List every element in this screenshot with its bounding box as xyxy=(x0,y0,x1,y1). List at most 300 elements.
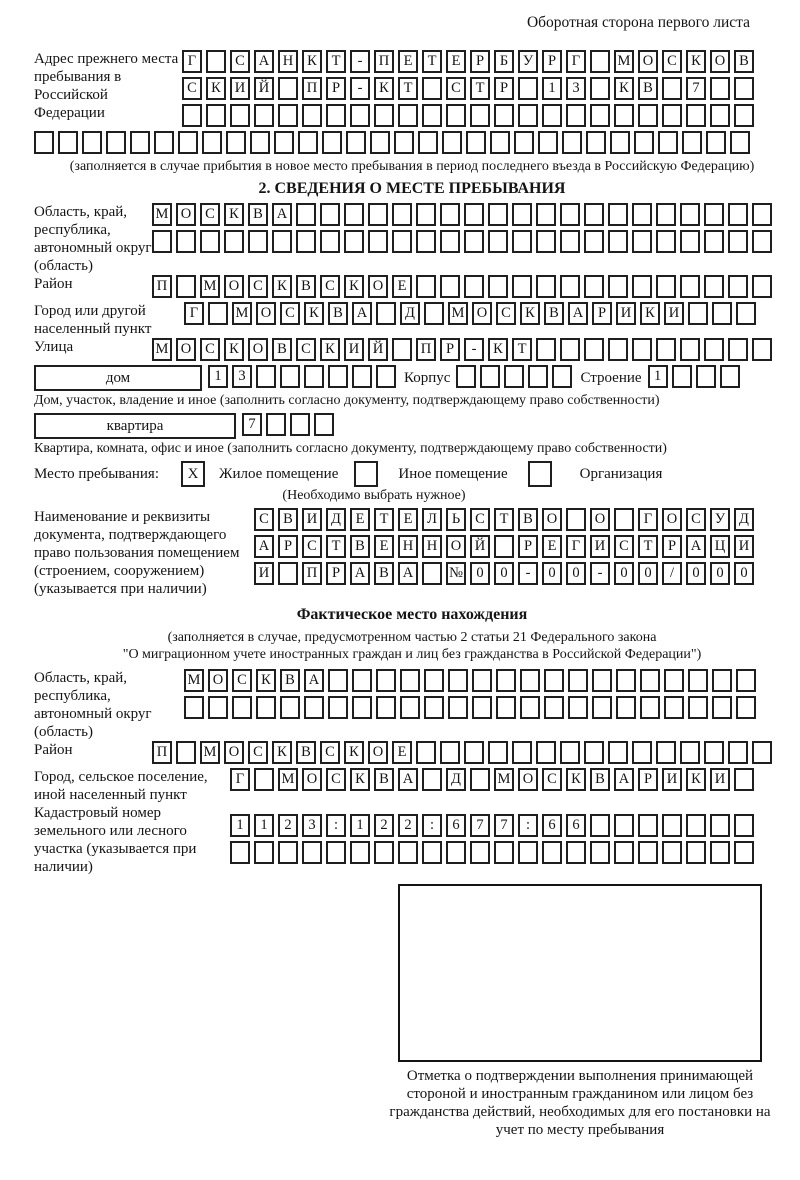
char-cell[interactable]: И xyxy=(590,535,610,558)
char-cell[interactable] xyxy=(752,230,772,253)
char-cell[interactable]: Г xyxy=(182,50,202,73)
char-cell[interactable] xyxy=(664,669,684,692)
char-cell[interactable]: Г xyxy=(638,508,658,531)
org-checkbox[interactable] xyxy=(528,461,552,487)
char-cell[interactable] xyxy=(254,768,274,791)
char-cell[interactable] xyxy=(278,841,298,864)
char-cell[interactable] xyxy=(302,104,322,127)
char-cell[interactable] xyxy=(590,50,610,73)
char-cell[interactable] xyxy=(328,696,348,719)
char-cell[interactable] xyxy=(704,230,724,253)
char-cell[interactable]: 1 xyxy=(542,77,562,100)
char-cell[interactable] xyxy=(712,696,732,719)
char-cell[interactable]: Р xyxy=(542,50,562,73)
char-cell[interactable] xyxy=(278,77,298,100)
char-cell[interactable]: С xyxy=(296,338,316,361)
char-cell[interactable]: Р xyxy=(662,535,682,558)
char-cell[interactable]: В xyxy=(280,669,300,692)
char-cell[interactable] xyxy=(710,104,730,127)
char-cell[interactable]: Р xyxy=(494,77,514,100)
char-cell[interactable] xyxy=(470,768,490,791)
char-cell[interactable]: А xyxy=(350,562,370,585)
char-cell[interactable] xyxy=(616,669,636,692)
char-cell[interactable] xyxy=(248,230,268,253)
char-cell[interactable] xyxy=(370,131,390,154)
char-cell[interactable] xyxy=(290,413,310,436)
char-cell[interactable]: 2 xyxy=(398,814,418,837)
char-cell[interactable] xyxy=(512,275,532,298)
char-cell[interactable]: К xyxy=(566,768,586,791)
char-cell[interactable] xyxy=(374,841,394,864)
char-cell[interactable]: М xyxy=(614,50,634,73)
char-cell[interactable] xyxy=(614,841,634,864)
char-cell[interactable] xyxy=(346,131,366,154)
char-cell[interactable]: 6 xyxy=(542,814,562,837)
char-cell[interactable] xyxy=(608,203,628,226)
char-cell[interactable]: Т xyxy=(326,535,346,558)
char-cell[interactable] xyxy=(734,814,754,837)
char-cell[interactable] xyxy=(720,365,740,388)
char-cell[interactable] xyxy=(536,230,556,253)
char-cell[interactable]: Н xyxy=(422,535,442,558)
char-cell[interactable] xyxy=(584,230,604,253)
char-cell[interactable] xyxy=(704,741,724,764)
char-cell[interactable] xyxy=(442,131,462,154)
char-cell[interactable] xyxy=(584,203,604,226)
char-cell[interactable]: Г xyxy=(566,50,586,73)
char-cell[interactable]: - xyxy=(464,338,484,361)
char-cell[interactable]: 0 xyxy=(710,562,730,585)
char-cell[interactable] xyxy=(632,741,652,764)
char-cell[interactable] xyxy=(376,365,396,388)
char-cell[interactable] xyxy=(488,230,508,253)
char-cell[interactable]: В xyxy=(638,77,658,100)
char-cell[interactable]: 1 xyxy=(350,814,370,837)
char-cell[interactable]: 3 xyxy=(302,814,322,837)
char-cell[interactable] xyxy=(728,230,748,253)
char-cell[interactable]: 7 xyxy=(470,814,490,837)
char-cell[interactable] xyxy=(712,669,732,692)
char-cell[interactable] xyxy=(416,203,436,226)
char-cell[interactable] xyxy=(440,741,460,764)
char-cell[interactable] xyxy=(376,302,396,325)
char-cell[interactable] xyxy=(494,535,514,558)
char-cell[interactable] xyxy=(176,230,196,253)
char-cell[interactable] xyxy=(752,203,772,226)
char-cell[interactable] xyxy=(734,104,754,127)
char-cell[interactable] xyxy=(400,669,420,692)
char-cell[interactable] xyxy=(202,131,222,154)
char-cell[interactable]: К xyxy=(206,77,226,100)
char-cell[interactable] xyxy=(584,338,604,361)
char-cell[interactable]: В xyxy=(272,338,292,361)
char-cell[interactable] xyxy=(536,275,556,298)
char-cell[interactable]: 0 xyxy=(494,562,514,585)
char-cell[interactable]: - xyxy=(350,50,370,73)
char-cell[interactable]: Е xyxy=(542,535,562,558)
char-cell[interactable] xyxy=(494,841,514,864)
char-cell[interactable]: В xyxy=(296,741,316,764)
char-cell[interactable]: С xyxy=(248,741,268,764)
char-cell[interactable]: У xyxy=(710,508,730,531)
char-cell[interactable]: К xyxy=(224,203,244,226)
char-cell[interactable]: Т xyxy=(470,77,490,100)
char-cell[interactable] xyxy=(662,77,682,100)
char-cell[interactable] xyxy=(328,365,348,388)
char-cell[interactable] xyxy=(710,77,730,100)
char-cell[interactable] xyxy=(344,203,364,226)
char-cell[interactable]: И xyxy=(662,768,682,791)
char-cell[interactable] xyxy=(224,230,244,253)
char-cell[interactable]: Й xyxy=(254,77,274,100)
char-cell[interactable] xyxy=(470,841,490,864)
char-cell[interactable] xyxy=(688,302,708,325)
char-cell[interactable]: Е xyxy=(374,535,394,558)
char-cell[interactable] xyxy=(514,131,534,154)
char-cell[interactable] xyxy=(392,203,412,226)
char-cell[interactable]: Л xyxy=(422,508,442,531)
char-cell[interactable]: 6 xyxy=(566,814,586,837)
char-cell[interactable] xyxy=(254,104,274,127)
char-cell[interactable]: К xyxy=(256,669,276,692)
char-cell[interactable]: О xyxy=(302,768,322,791)
char-cell[interactable]: 1 xyxy=(648,365,668,388)
char-cell[interactable]: Д xyxy=(326,508,346,531)
char-cell[interactable] xyxy=(176,741,196,764)
char-cell[interactable]: 7 xyxy=(242,413,262,436)
char-cell[interactable] xyxy=(416,741,436,764)
char-cell[interactable] xyxy=(536,741,556,764)
char-cell[interactable]: У xyxy=(518,50,538,73)
char-cell[interactable]: И xyxy=(344,338,364,361)
char-cell[interactable] xyxy=(728,203,748,226)
char-cell[interactable] xyxy=(206,104,226,127)
char-cell[interactable] xyxy=(256,696,276,719)
char-cell[interactable] xyxy=(512,230,532,253)
char-cell[interactable] xyxy=(422,768,442,791)
char-cell[interactable] xyxy=(424,696,444,719)
char-cell[interactable]: М xyxy=(448,302,468,325)
char-cell[interactable] xyxy=(686,841,706,864)
char-cell[interactable]: М xyxy=(200,275,220,298)
inoe-checkbox[interactable] xyxy=(354,461,378,487)
char-cell[interactable] xyxy=(470,104,490,127)
char-cell[interactable] xyxy=(538,131,558,154)
char-cell[interactable] xyxy=(256,365,276,388)
char-cell[interactable] xyxy=(730,131,750,154)
char-cell[interactable] xyxy=(416,230,436,253)
char-cell[interactable]: Д xyxy=(446,768,466,791)
char-cell[interactable] xyxy=(400,696,420,719)
char-cell[interactable]: 0 xyxy=(566,562,586,585)
char-cell[interactable]: К xyxy=(320,338,340,361)
char-cell[interactable]: С xyxy=(230,50,250,73)
char-cell[interactable]: К xyxy=(302,50,322,73)
char-cell[interactable] xyxy=(208,302,228,325)
char-cell[interactable] xyxy=(226,131,246,154)
char-cell[interactable]: С xyxy=(320,741,340,764)
char-cell[interactable] xyxy=(672,365,692,388)
char-cell[interactable]: Е xyxy=(398,50,418,73)
char-cell[interactable]: Н xyxy=(278,50,298,73)
char-cell[interactable]: С xyxy=(470,508,490,531)
char-cell[interactable]: Й xyxy=(368,338,388,361)
char-cell[interactable] xyxy=(200,230,220,253)
char-cell[interactable] xyxy=(566,508,586,531)
char-cell[interactable] xyxy=(374,104,394,127)
char-cell[interactable] xyxy=(544,696,564,719)
char-cell[interactable] xyxy=(446,104,466,127)
char-cell[interactable] xyxy=(560,338,580,361)
char-cell[interactable] xyxy=(278,562,298,585)
char-cell[interactable] xyxy=(350,104,370,127)
char-cell[interactable] xyxy=(520,696,540,719)
char-cell[interactable] xyxy=(566,841,586,864)
char-cell[interactable] xyxy=(326,104,346,127)
char-cell[interactable] xyxy=(656,338,676,361)
char-cell[interactable] xyxy=(712,302,732,325)
char-cell[interactable]: Т xyxy=(638,535,658,558)
char-cell[interactable] xyxy=(424,669,444,692)
char-cell[interactable] xyxy=(544,669,564,692)
char-cell[interactable] xyxy=(688,669,708,692)
char-cell[interactable] xyxy=(656,275,676,298)
char-cell[interactable] xyxy=(422,77,442,100)
char-cell[interactable]: Р xyxy=(470,50,490,73)
char-cell[interactable]: С xyxy=(248,275,268,298)
char-cell[interactable] xyxy=(314,413,334,436)
char-cell[interactable] xyxy=(322,131,342,154)
char-cell[interactable]: 2 xyxy=(278,814,298,837)
char-cell[interactable] xyxy=(254,841,274,864)
char-cell[interactable]: А xyxy=(254,50,274,73)
char-cell[interactable]: С xyxy=(200,338,220,361)
char-cell[interactable]: Г xyxy=(230,768,250,791)
char-cell[interactable] xyxy=(394,131,414,154)
char-cell[interactable] xyxy=(608,275,628,298)
char-cell[interactable]: В xyxy=(590,768,610,791)
char-cell[interactable] xyxy=(638,841,658,864)
char-cell[interactable]: Е xyxy=(446,50,466,73)
char-cell[interactable]: Т xyxy=(422,50,442,73)
char-cell[interactable] xyxy=(736,302,756,325)
char-cell[interactable] xyxy=(422,841,442,864)
char-cell[interactable]: Й xyxy=(470,535,490,558)
char-cell[interactable]: В xyxy=(328,302,348,325)
char-cell[interactable] xyxy=(528,365,548,388)
char-cell[interactable] xyxy=(656,230,676,253)
char-cell[interactable] xyxy=(58,131,78,154)
char-cell[interactable] xyxy=(488,275,508,298)
char-cell[interactable]: О xyxy=(224,741,244,764)
char-cell[interactable]: С xyxy=(232,669,252,692)
char-cell[interactable]: К xyxy=(686,50,706,73)
char-cell[interactable] xyxy=(584,275,604,298)
char-cell[interactable]: Е xyxy=(398,508,418,531)
char-cell[interactable] xyxy=(328,669,348,692)
char-cell[interactable] xyxy=(710,814,730,837)
char-cell[interactable]: А xyxy=(568,302,588,325)
zhiloe-checkbox[interactable]: X xyxy=(181,461,205,487)
char-cell[interactable] xyxy=(696,365,716,388)
char-cell[interactable] xyxy=(376,669,396,692)
char-cell[interactable] xyxy=(520,669,540,692)
char-cell[interactable] xyxy=(734,768,754,791)
char-cell[interactable] xyxy=(466,131,486,154)
char-cell[interactable]: В xyxy=(296,275,316,298)
char-cell[interactable]: Т xyxy=(494,508,514,531)
char-cell[interactable] xyxy=(422,562,442,585)
char-cell[interactable] xyxy=(512,203,532,226)
char-cell[interactable] xyxy=(662,841,682,864)
char-cell[interactable] xyxy=(640,696,660,719)
char-cell[interactable] xyxy=(568,696,588,719)
char-cell[interactable] xyxy=(614,814,634,837)
char-cell[interactable]: О xyxy=(472,302,492,325)
char-cell[interactable] xyxy=(352,669,372,692)
char-cell[interactable]: К xyxy=(614,77,634,100)
char-cell[interactable]: О xyxy=(542,508,562,531)
char-cell[interactable]: К xyxy=(520,302,540,325)
char-cell[interactable]: К xyxy=(686,768,706,791)
char-cell[interactable] xyxy=(592,669,612,692)
char-cell[interactable] xyxy=(422,104,442,127)
char-cell[interactable]: Т xyxy=(398,77,418,100)
char-cell[interactable] xyxy=(560,230,580,253)
char-cell[interactable]: О xyxy=(662,508,682,531)
char-cell[interactable]: С xyxy=(326,768,346,791)
char-cell[interactable] xyxy=(182,104,202,127)
char-cell[interactable] xyxy=(752,275,772,298)
char-cell[interactable]: М xyxy=(184,669,204,692)
char-cell[interactable]: Д xyxy=(734,508,754,531)
char-cell[interactable]: В xyxy=(248,203,268,226)
char-cell[interactable] xyxy=(448,669,468,692)
char-cell[interactable] xyxy=(344,230,364,253)
char-cell[interactable] xyxy=(176,275,196,298)
char-cell[interactable] xyxy=(632,338,652,361)
char-cell[interactable] xyxy=(614,104,634,127)
char-cell[interactable] xyxy=(178,131,198,154)
char-cell[interactable]: К xyxy=(350,768,370,791)
char-cell[interactable]: 0 xyxy=(686,562,706,585)
char-cell[interactable] xyxy=(392,230,412,253)
char-cell[interactable]: : xyxy=(518,814,538,837)
char-cell[interactable]: И xyxy=(254,562,274,585)
char-cell[interactable] xyxy=(398,841,418,864)
char-cell[interactable] xyxy=(230,104,250,127)
char-cell[interactable]: О xyxy=(518,768,538,791)
char-cell[interactable]: М xyxy=(200,741,220,764)
char-cell[interactable]: 6 xyxy=(446,814,466,837)
char-cell[interactable] xyxy=(704,275,724,298)
char-cell[interactable] xyxy=(448,696,468,719)
char-cell[interactable] xyxy=(586,131,606,154)
char-cell[interactable] xyxy=(440,230,460,253)
char-cell[interactable]: 3 xyxy=(232,365,252,388)
char-cell[interactable] xyxy=(496,696,516,719)
char-cell[interactable] xyxy=(368,230,388,253)
char-cell[interactable] xyxy=(518,841,538,864)
char-cell[interactable]: - xyxy=(350,77,370,100)
char-cell[interactable] xyxy=(610,131,630,154)
char-cell[interactable]: В xyxy=(278,508,298,531)
char-cell[interactable] xyxy=(352,696,372,719)
char-cell[interactable] xyxy=(488,203,508,226)
char-cell[interactable]: И xyxy=(664,302,684,325)
char-cell[interactable] xyxy=(728,338,748,361)
char-cell[interactable] xyxy=(472,696,492,719)
char-cell[interactable]: П xyxy=(302,77,322,100)
char-cell[interactable]: 1 xyxy=(208,365,228,388)
char-cell[interactable]: И xyxy=(616,302,636,325)
char-cell[interactable]: Ь xyxy=(446,508,466,531)
char-cell[interactable]: С xyxy=(446,77,466,100)
char-cell[interactable]: А xyxy=(398,562,418,585)
char-cell[interactable] xyxy=(536,203,556,226)
char-cell[interactable] xyxy=(232,696,252,719)
char-cell[interactable]: С xyxy=(254,508,274,531)
char-cell[interactable]: 0 xyxy=(614,562,634,585)
char-cell[interactable]: Н xyxy=(398,535,418,558)
char-cell[interactable]: С xyxy=(320,275,340,298)
char-cell[interactable] xyxy=(680,338,700,361)
char-cell[interactable]: А xyxy=(398,768,418,791)
char-cell[interactable]: М xyxy=(232,302,252,325)
char-cell[interactable] xyxy=(734,841,754,864)
char-cell[interactable] xyxy=(590,841,610,864)
char-cell[interactable]: М xyxy=(152,203,172,226)
char-cell[interactable] xyxy=(736,669,756,692)
char-cell[interactable] xyxy=(34,131,54,154)
char-cell[interactable] xyxy=(704,203,724,226)
char-cell[interactable]: С xyxy=(302,535,322,558)
char-cell[interactable] xyxy=(496,669,516,692)
char-cell[interactable]: П xyxy=(374,50,394,73)
char-cell[interactable]: М xyxy=(152,338,172,361)
char-cell[interactable]: Р xyxy=(278,535,298,558)
char-cell[interactable]: О xyxy=(590,508,610,531)
char-cell[interactable]: В xyxy=(374,562,394,585)
char-cell[interactable]: Е xyxy=(350,508,370,531)
char-cell[interactable]: Е xyxy=(392,741,412,764)
char-cell[interactable] xyxy=(504,365,524,388)
char-cell[interactable] xyxy=(608,338,628,361)
char-cell[interactable]: - xyxy=(590,562,610,585)
char-cell[interactable] xyxy=(728,275,748,298)
char-cell[interactable] xyxy=(296,230,316,253)
char-cell[interactable]: 0 xyxy=(542,562,562,585)
char-cell[interactable] xyxy=(392,338,412,361)
char-cell[interactable]: : xyxy=(422,814,442,837)
char-cell[interactable] xyxy=(568,669,588,692)
char-cell[interactable] xyxy=(272,230,292,253)
char-cell[interactable]: С xyxy=(182,77,202,100)
char-cell[interactable]: - xyxy=(518,562,538,585)
char-cell[interactable] xyxy=(398,104,418,127)
char-cell[interactable] xyxy=(440,275,460,298)
char-cell[interactable] xyxy=(154,131,174,154)
char-cell[interactable] xyxy=(464,230,484,253)
char-cell[interactable] xyxy=(266,413,286,436)
char-cell[interactable]: Т xyxy=(374,508,394,531)
char-cell[interactable] xyxy=(680,230,700,253)
char-cell[interactable] xyxy=(440,203,460,226)
char-cell[interactable] xyxy=(298,131,318,154)
char-cell[interactable] xyxy=(152,230,172,253)
char-cell[interactable]: О xyxy=(176,203,196,226)
char-cell[interactable] xyxy=(728,741,748,764)
